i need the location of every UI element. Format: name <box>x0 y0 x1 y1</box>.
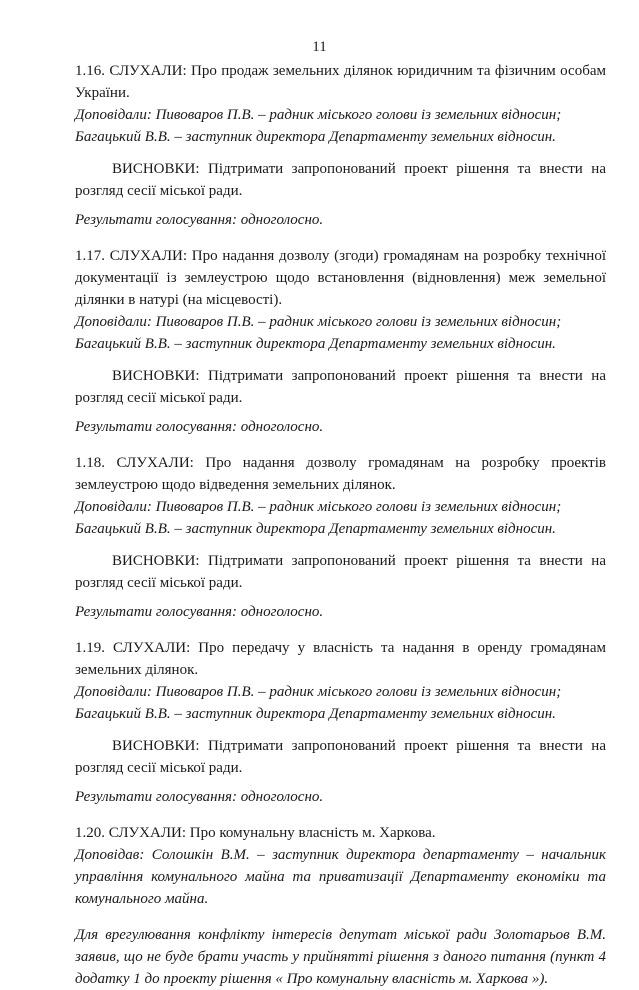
reporter-line: Багацький В.В. – заступник директора Департаменту земельних відносин. <box>75 129 556 145</box>
conclusion-line: ВИСНОВКИ: Підтримати запропонований проект рішення та внести на <box>112 161 606 177</box>
heard-line: України. <box>75 85 130 101</box>
vote-result: Результати голосування: одноголосно. <box>75 419 324 435</box>
heard-line: 1.19. СЛУХАЛИ: Про передачу у власність та надання в оренду громадянам <box>75 640 606 656</box>
conclusion-line: ВИСНОВКИ: Підтримати запропонований проект рішення та внести на <box>112 553 606 569</box>
vote-result: Результати голосування: одноголосно. <box>75 212 324 228</box>
heard-line: 1.20. СЛУХАЛИ: Про комунальну власність м. Харкова. <box>75 825 436 841</box>
conclusion-line: розгляд сесії міської ради. <box>75 183 243 199</box>
reporter-line: Багацький В.В. – заступник директора Департаменту земельних відносин. <box>75 336 556 352</box>
conclusion <box>75 365 606 409</box>
reporter-line: Доповідав: Солошкін В.М. – заступник директора департаменту – начальник <box>75 847 606 863</box>
conclusion <box>75 158 606 202</box>
note-line: заявив, що не буде брати участь у прийнятті рішення з даного питання (пункт 4 <box>75 949 606 965</box>
heard-line: 1.18. СЛУХАЛИ: Про надання дозволу громадянам на розробку проектів <box>75 455 606 471</box>
conclusion-line: розгляд сесії міської ради. <box>75 575 243 591</box>
heard-line: документації із землеустрою щодо встановлення (відновлення) меж земельної <box>75 270 606 286</box>
conclusion-line: ВИСНОВКИ: Підтримати запропонований проект рішення та внести на <box>112 368 606 384</box>
agenda-item-1-16 <box>75 60 606 231</box>
conclusion-line: розгляд сесії міської ради. <box>75 760 243 776</box>
heard-line: ділянки в натурі (на місцевості). <box>75 292 283 308</box>
note-line: Для врегулювання конфлікту інтересів депутат міської ради Золотарьов В.М. <box>75 927 606 943</box>
reporter-line: Доповідали: Пивоваров П.В. – радник міського голови із земельних відносин; <box>75 684 562 700</box>
conclusion <box>75 550 606 594</box>
vote-result: Результати голосування: одноголосно. <box>75 789 324 805</box>
vote-result: Результати голосування: одноголосно. <box>75 604 324 620</box>
page-number: 11 <box>312 39 327 55</box>
conclusion-line: ВИСНОВКИ: Підтримати запропонований проект рішення та внести на <box>112 738 606 754</box>
heard-line: земельних ділянок. <box>75 662 199 678</box>
reporter-line: управління комунального майна та приватизації Департаменту економіки та <box>75 869 606 885</box>
heard-line: 1.17. СЛУХАЛИ: Про надання дозволу (згоди) громадянам на розробку технічної <box>75 248 606 264</box>
conflict-of-interest-note <box>75 924 606 990</box>
reporter-line: Доповідали: Пивоваров П.В. – радник міського голови із земельних відносин; <box>75 314 562 330</box>
reporter-line: Доповідали: Пивоваров П.В. – радник міського голови із земельних відносин; <box>75 107 562 123</box>
reporter-line: комунального майна. <box>75 891 209 907</box>
note-line: додатку 1 до проекту рішення « Про комунальну власність м. Харкова »). <box>75 971 549 987</box>
agenda-item-1-17 <box>75 245 606 438</box>
heard-line: землеустрою щодо відведення земельних ділянок. <box>75 477 396 493</box>
reporter-line: Багацький В.В. – заступник директора Департаменту земельних відносин. <box>75 706 556 722</box>
conclusion <box>75 735 606 779</box>
agenda-item-1-19 <box>75 637 606 808</box>
document-body <box>75 60 606 990</box>
heard-line: 1.16. СЛУХАЛИ: Про продаж земельних ділянок юридичним та фізичним особам <box>75 63 606 79</box>
agenda-item-1-18 <box>75 452 606 623</box>
reporter-line: Доповідали: Пивоваров П.В. – радник міського голови із земельних відносин; <box>75 499 562 515</box>
conclusion-line: розгляд сесії міської ради. <box>75 390 243 406</box>
reporter-line: Багацький В.В. – заступник директора Департаменту земельних відносин. <box>75 521 556 537</box>
agenda-item-1-20 <box>75 822 606 990</box>
